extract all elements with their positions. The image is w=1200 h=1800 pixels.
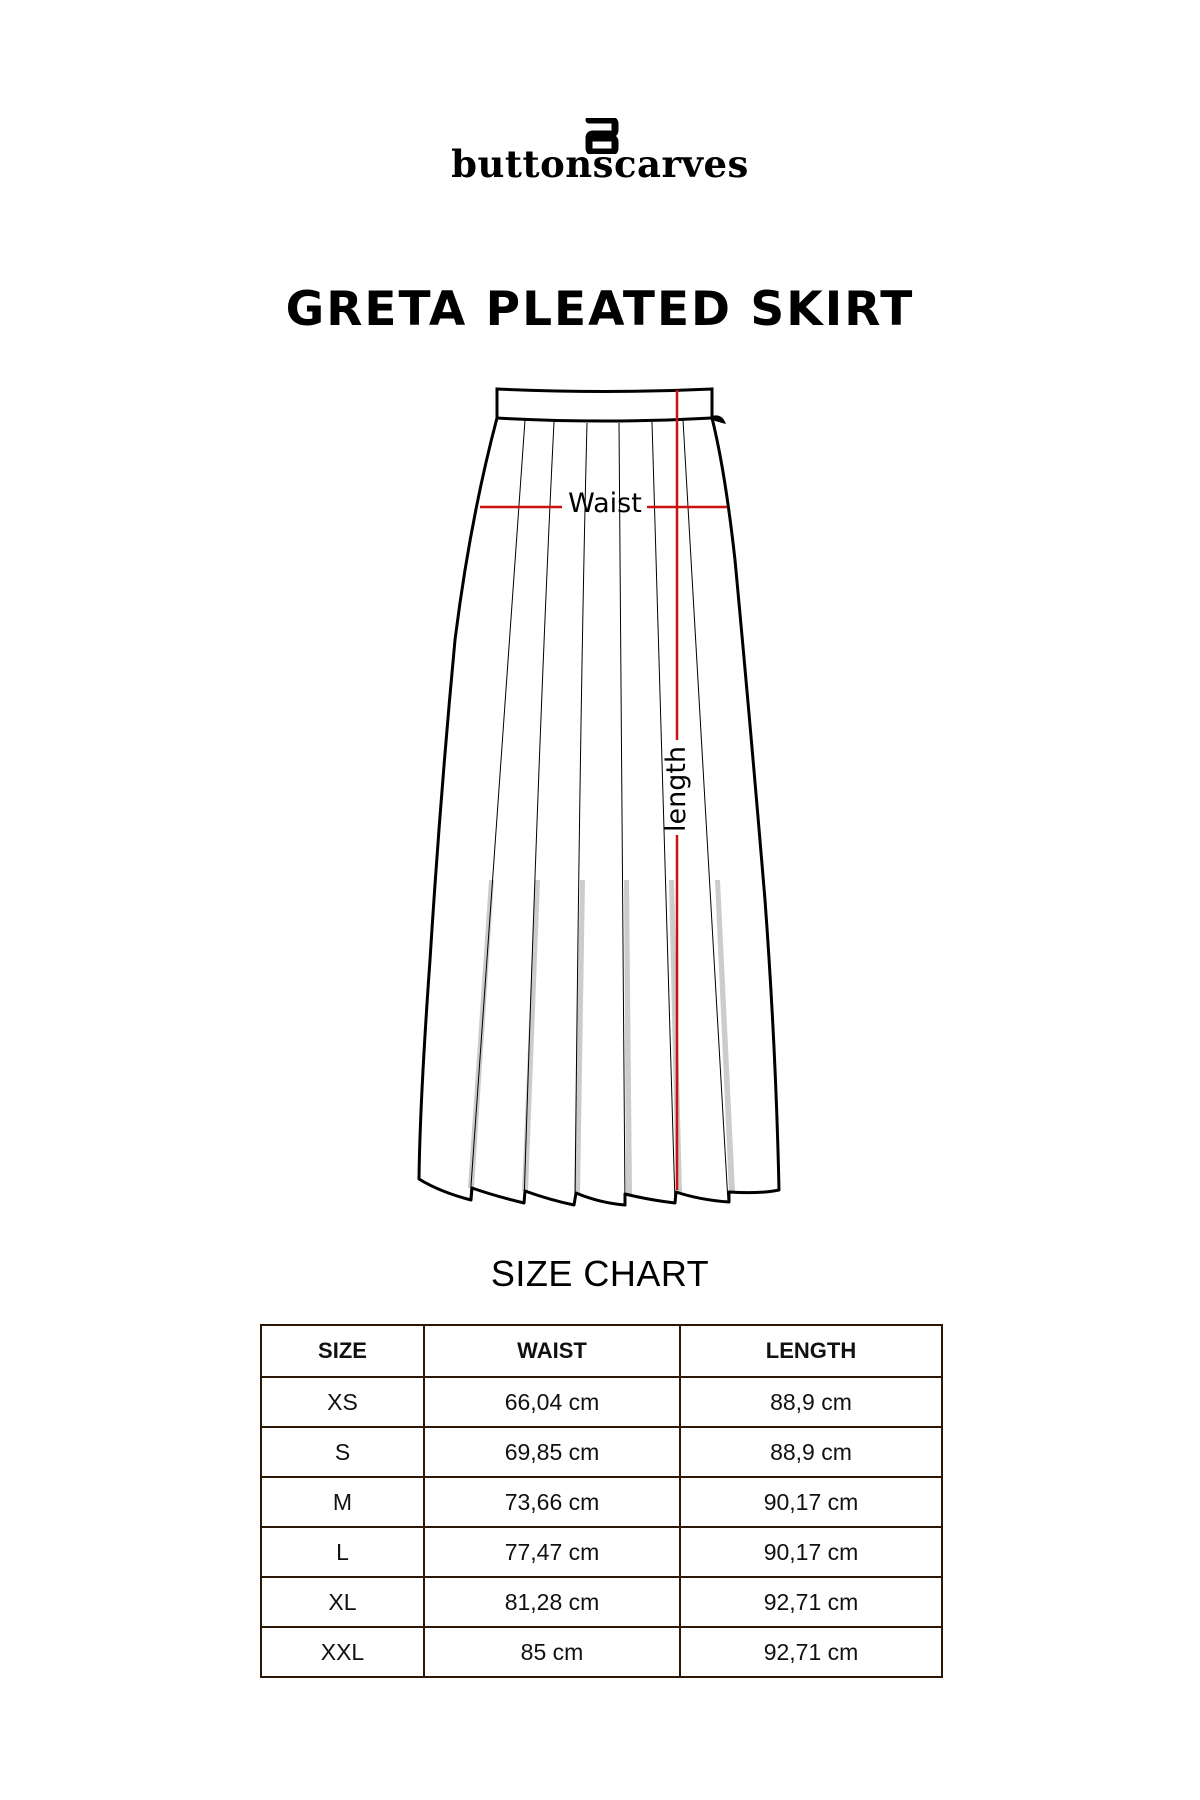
table-row — [261, 1627, 942, 1677]
cell-length: 92,71 cm — [680, 1627, 942, 1677]
table-header-row — [261, 1325, 942, 1377]
size-chart-table — [260, 1324, 943, 1678]
product-title: GRETA PLEATED SKIRT — [285, 282, 915, 337]
cell-length: 90,17 cm — [680, 1477, 942, 1527]
cell-length: 88,9 cm — [680, 1377, 942, 1427]
column-header-size: SIZE — [261, 1325, 424, 1377]
cell-size: XL — [261, 1577, 424, 1627]
cell-size: L — [261, 1527, 424, 1577]
table-row — [261, 1427, 942, 1477]
table-row — [261, 1527, 942, 1577]
cell-length: 92,71 cm — [680, 1577, 942, 1627]
cell-size: XS — [261, 1377, 424, 1427]
waistband — [497, 389, 712, 421]
cell-size: XXL — [261, 1627, 424, 1677]
waist-label: Waist — [568, 488, 642, 519]
table-row — [261, 1377, 942, 1427]
cell-waist: 85 cm — [424, 1627, 680, 1677]
column-header-length: LENGTH — [680, 1325, 942, 1377]
pleat-shadows — [468, 880, 735, 1194]
cell-waist: 81,28 cm — [424, 1577, 680, 1627]
table-row — [261, 1577, 942, 1627]
cell-waist: 66,04 cm — [424, 1377, 680, 1427]
cell-size: S — [261, 1427, 424, 1477]
cell-waist: 73,66 cm — [424, 1477, 680, 1527]
cell-waist: 69,85 cm — [424, 1427, 680, 1477]
cell-length: 88,9 cm — [680, 1427, 942, 1477]
cell-length: 90,17 cm — [680, 1527, 942, 1577]
brand-wordmark: buttonscarves — [451, 142, 749, 186]
cell-size: M — [261, 1477, 424, 1527]
column-header-waist: WAIST — [424, 1325, 680, 1377]
cell-waist: 77,47 cm — [424, 1527, 680, 1577]
size-chart-heading: SIZE CHART — [490, 1253, 710, 1294]
table-row — [261, 1477, 942, 1527]
length-label: length — [661, 745, 692, 833]
